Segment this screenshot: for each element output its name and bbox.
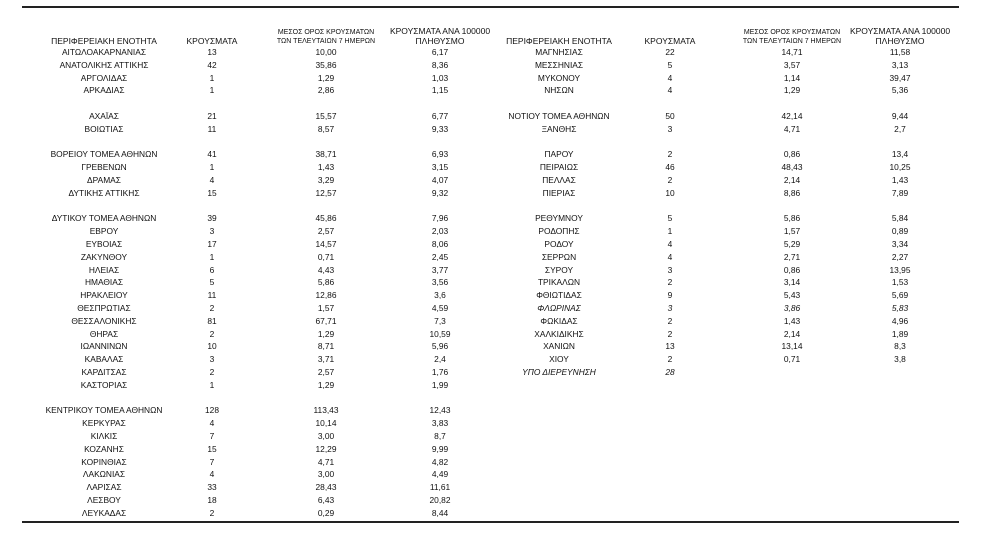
cell-avg7: 38,71 [315, 149, 337, 160]
cell-per100k: 2,7 [894, 123, 906, 134]
cell-cases: 42 [207, 59, 217, 70]
cell-avg7: 42,14 [781, 110, 803, 121]
header-cases: ΚΡΟΥΣΜΑΤΑ [186, 36, 238, 46]
cell-avg7: 2,14 [783, 328, 801, 339]
cell-region: ΚΑΡΔΙΤΣΑΣ [81, 366, 127, 377]
cell-avg7: 15,57 [315, 110, 337, 121]
cell-per100k: 39,47 [889, 72, 911, 83]
cell-per100k: 7,3 [434, 315, 446, 326]
cell-region: ΠΙΕΡΙΑΣ [542, 187, 576, 198]
cell-cases: 11 [207, 123, 217, 134]
cell-region: ΒΟΡΕΙΟΥ ΤΟΜΕΑ ΑΘΗΝΩΝ [50, 149, 158, 160]
cell-cases: 2 [209, 507, 215, 518]
cell-avg7: 6,43 [317, 494, 335, 505]
cell-cases: 2 [209, 328, 215, 339]
cell-avg7: 0,71 [783, 354, 801, 365]
cell-region: ΑΡΚΑΔΙΑΣ [83, 85, 125, 96]
cell-avg7: 3,29 [317, 174, 335, 185]
cell-avg7: 12,57 [315, 187, 337, 198]
header-avg7-line1: ΜΕΣΟΣ ΟΡΟΣ ΚΡΟΥΣΜΑΤΩΝ [743, 29, 841, 36]
cell-avg7: 5,29 [783, 238, 801, 249]
cell-avg7: 4,71 [783, 123, 801, 134]
cell-avg7: 13,14 [781, 341, 803, 352]
cell-per100k: 3,34 [891, 238, 909, 249]
cell-cases: 4 [667, 72, 673, 83]
cell-cases: 15 [207, 443, 217, 454]
header-avg7-line1: ΜΕΣΟΣ ΟΡΟΣ ΚΡΟΥΣΜΑΤΩΝ [277, 29, 375, 36]
cell-region: ΘΗΡΑΣ [89, 328, 119, 339]
cell-cases: 1 [209, 379, 215, 390]
cell-region: ΘΕΣΣΑΛΟΝΙΚΗΣ [71, 315, 137, 326]
cell-per100k: 4,07 [431, 174, 449, 185]
cell-cases: 4 [209, 418, 215, 429]
cell-per100k: 9,33 [431, 123, 449, 134]
cell-per100k: 3,15 [431, 162, 449, 173]
cell-avg7: 12,29 [315, 443, 337, 454]
cell-per100k: 9,99 [431, 443, 449, 454]
cell-avg7: 1,29 [783, 85, 801, 96]
cell-avg7: 1,14 [783, 72, 801, 83]
cell-cases: 5 [667, 59, 673, 70]
cell-per100k: 4,49 [431, 469, 449, 480]
cell-region: ΦΩΚΙΔΑΣ [540, 315, 578, 326]
cell-cases: 17 [207, 238, 217, 249]
cell-region: ΠΕΙΡΑΙΩΣ [539, 162, 579, 173]
cell-region: ΚΟΖΑΝΗΣ [84, 443, 124, 454]
cell-avg7: 4,71 [317, 456, 335, 467]
cell-cases: 3 [667, 123, 673, 134]
cell-per100k: 3,13 [891, 59, 909, 70]
cell-avg7: 35,86 [315, 59, 337, 70]
cell-per100k: 5,84 [891, 213, 909, 224]
cell-per100k: 7,89 [891, 187, 909, 198]
cell-region: ΧΙΟΥ [549, 354, 569, 365]
cell-region: ΒΟΙΩΤΙΑΣ [84, 123, 124, 134]
cell-cases: 1 [209, 251, 215, 262]
cell-cases: 28 [665, 366, 675, 377]
cell-region: ΖΑΚΥΝΘΟΥ [80, 251, 128, 262]
cell-per100k: 3,77 [431, 264, 449, 275]
cell-avg7: 2,71 [783, 251, 801, 262]
cell-per100k: 8,7 [434, 430, 446, 441]
cell-region: ΚΑΣΤΟΡΙΑΣ [80, 379, 128, 390]
cell-per100k: 7,96 [431, 213, 449, 224]
cell-cases: 22 [665, 47, 675, 57]
cell-avg7: 0,71 [317, 251, 335, 262]
cell-per100k: 6,77 [431, 110, 449, 121]
cell-region: ΡΟΔΟΠΗΣ [538, 226, 580, 237]
cell-avg7: 1,43 [317, 162, 335, 173]
cell-avg7: 1,43 [783, 315, 801, 326]
cell-per100k: 10,59 [429, 328, 451, 339]
cell-cases: 4 [667, 238, 673, 249]
cell-region: ΧΑΝΙΩΝ [543, 341, 575, 352]
cell-avg7: 67,71 [315, 315, 337, 326]
cell-cases: 3 [209, 354, 215, 365]
bottom-rule [22, 521, 959, 523]
cell-avg7: 2,57 [317, 226, 335, 237]
cell-avg7: 3,86 [783, 302, 801, 313]
cell-cases: 4 [209, 469, 215, 480]
cell-cases: 3 [209, 226, 215, 237]
cell-region: ΑΙΤΩΛΟΑΚΑΡΝΑΝΙΑΣ [61, 47, 147, 57]
top-rule [22, 6, 959, 8]
cell-per100k: 8,06 [431, 238, 449, 249]
cell-per100k: 6,93 [431, 149, 449, 160]
header-avg7-line2: ΤΩΝ ΤΕΛΕΥΤΑΙΩΝ 7 ΗΜΕΡΩΝ [742, 37, 842, 45]
header-per100k [840, 26, 960, 46]
cell-avg7: 14,57 [315, 238, 337, 249]
cell-per100k: 1,99 [431, 379, 449, 390]
cell-per100k: 13,4 [891, 149, 909, 160]
cell-cases: 6 [209, 264, 215, 275]
cell-cases: 50 [665, 110, 675, 121]
cell-region: ΥΠΟ ΔΙΕΡΕΥΝΗΣΗ [522, 366, 596, 377]
cell-region: ΛΑΡΙΣΑΣ [86, 482, 122, 493]
cell-per100k: 4,82 [431, 456, 449, 467]
cell-per100k: 5,36 [891, 85, 909, 96]
cell-avg7: 4,43 [317, 264, 335, 275]
cell-cases: 10 [207, 341, 217, 352]
cell-region: ΜΑΓΝΗΣΙΑΣ [535, 47, 583, 57]
cell-per100k: 8,36 [431, 59, 449, 70]
cell-per100k: 10,25 [889, 162, 911, 173]
cell-per100k: 3,6 [434, 290, 446, 301]
cell-region: ΕΥΒΟΙΑΣ [85, 238, 123, 249]
cell-avg7: 2,57 [317, 366, 335, 377]
cell-avg7: 10,00 [315, 47, 337, 57]
cell-region: ΚΟΡΙΝΘΙΑΣ [81, 456, 127, 467]
cell-region: ΚΑΒΑΛΑΣ [84, 354, 124, 365]
cell-per100k: 1,89 [891, 328, 909, 339]
cell-region: ΤΡΙΚΑΛΩΝ [537, 277, 581, 288]
cell-cases: 13 [665, 341, 675, 352]
cell-avg7: 3,57 [783, 59, 801, 70]
cell-region: ΙΩΑΝΝΙΝΩΝ [80, 341, 128, 352]
cell-avg7: 3,00 [317, 469, 335, 480]
cell-per100k: 2,45 [431, 251, 449, 262]
cell-per100k: 2,4 [434, 354, 446, 365]
cell-cases: 2 [209, 302, 215, 313]
cell-per100k: 13,95 [889, 264, 911, 275]
header-per100k [380, 26, 500, 46]
cell-per100k: 3,8 [894, 354, 906, 365]
header-avg7 [256, 29, 396, 46]
cell-region: ΓΡΕΒΕΝΩΝ [81, 162, 127, 173]
cell-avg7: 2,86 [317, 85, 335, 96]
cell-cases: 2 [667, 149, 673, 160]
cell-per100k: 1,15 [431, 85, 449, 96]
cell-cases: 3 [667, 302, 673, 313]
cell-avg7: 48,43 [781, 162, 803, 173]
cell-region: ΔΡΑΜΑΣ [87, 174, 121, 185]
cell-avg7: 5,43 [783, 290, 801, 301]
cell-region: ΘΕΣΠΡΩΤΙΑΣ [77, 302, 131, 313]
header-per100k-line1: ΚΡΟΥΣΜΑΤΑ ΑΝΑ 100000 [849, 26, 951, 36]
cell-region: ΑΝΑΤΟΛΙΚΗΣ ΑΤΤΙΚΗΣ [59, 59, 149, 70]
cell-cases: 2 [667, 315, 673, 326]
cell-region: ΗΡΑΚΛΕΙΟΥ [80, 290, 128, 301]
cell-region: ΣΥΡΟΥ [544, 264, 574, 275]
cell-avg7: 1,29 [317, 379, 335, 390]
cell-avg7: 10,14 [315, 418, 337, 429]
cell-cases: 4 [667, 85, 673, 96]
cell-avg7: 0,29 [317, 507, 335, 518]
cell-region: ΛΕΣΒΟΥ [87, 494, 121, 505]
cell-avg7: 113,43 [313, 405, 339, 416]
cell-per100k: 2,03 [431, 226, 449, 237]
cell-per100k: 4,96 [891, 315, 909, 326]
cell-per100k: 5,83 [891, 302, 909, 313]
cell-cases: 1 [209, 162, 215, 173]
cell-region: ΞΑΝΘΗΣ [541, 123, 577, 134]
cell-per100k: 20,82 [429, 494, 451, 505]
cell-cases: 2 [667, 354, 673, 365]
header-cases: ΚΡΟΥΣΜΑΤΑ [644, 36, 696, 46]
cell-region: ΠΕΛΛΑΣ [542, 174, 576, 185]
cell-cases: 2 [209, 366, 215, 377]
cell-region: ΗΛΕΙΑΣ [88, 264, 120, 275]
cell-per100k: 1,03 [431, 72, 449, 83]
cell-region: ΝΟΤΙΟΥ ΤΟΜΕΑ ΑΘΗΝΩΝ [508, 110, 610, 121]
cell-per100k: 5,96 [431, 341, 449, 352]
cell-cases: 33 [207, 482, 217, 493]
cell-region: ΑΧΑΪΑΣ [89, 110, 119, 121]
cell-per100k: 8,3 [894, 341, 906, 352]
cell-region: ΚΕΡΚΥΡΑΣ [82, 418, 126, 429]
cell-cases: 5 [667, 213, 673, 224]
cell-cases: 10 [665, 187, 675, 198]
cell-region: ΝΗΣΩΝ [544, 85, 574, 96]
cell-region: ΔΥΤΙΚΗΣ ΑΤΤΙΚΗΣ [68, 187, 140, 198]
cell-avg7: 0,86 [783, 264, 801, 275]
cell-region: ΠΑΡΟΥ [544, 149, 574, 160]
header-avg7-line2: ΤΩΝ ΤΕΛΕΥΤΑΙΩΝ 7 ΗΜΕΡΩΝ [276, 37, 376, 45]
cell-cases: 21 [207, 110, 217, 121]
cell-avg7: 2,14 [783, 174, 801, 185]
cell-region: ΦΘΙΩΤΙΔΑΣ [536, 290, 582, 301]
cell-per100k: 9,32 [431, 187, 449, 198]
cell-cases: 11 [207, 290, 217, 301]
cell-cases: 5 [209, 277, 215, 288]
cell-per100k: 6,17 [431, 47, 449, 57]
cell-avg7: 8,57 [317, 123, 335, 134]
header-per100k-line2: ΠΛΗΘΥΣΜΟ [415, 36, 465, 46]
cell-region: ΡΕΘΥΜΝΟΥ [535, 213, 583, 224]
cell-region: ΦΛΩΡΙΝΑΣ [537, 302, 581, 313]
cell-cases: 2 [667, 277, 673, 288]
cell-per100k: 5,69 [891, 290, 909, 301]
cell-avg7: 12,86 [315, 290, 337, 301]
cell-avg7: 5,86 [783, 213, 801, 224]
header-per100k-line1: ΚΡΟΥΣΜΑΤΑ ΑΝΑ 100000 [389, 26, 491, 36]
cell-cases: 18 [207, 494, 217, 505]
cell-avg7: 8,86 [783, 187, 801, 198]
cell-cases: 1 [667, 226, 673, 237]
cell-avg7: 3,14 [783, 277, 801, 288]
cell-cases: 41 [207, 149, 217, 160]
cell-avg7: 1,29 [317, 328, 335, 339]
cell-region: ΣΕΡΡΩΝ [541, 251, 577, 262]
cell-per100k: 8,44 [431, 507, 449, 518]
cell-cases: 2 [667, 328, 673, 339]
cell-per100k: 3,56 [431, 277, 449, 288]
header-region: ΠΕΡΙΦΕΡΕΙΑΚΗ ΕΝΟΤΗΤΑ [51, 36, 157, 46]
cell-cases: 7 [209, 456, 215, 467]
cell-avg7: 1,57 [783, 226, 801, 237]
cell-cases: 39 [207, 213, 217, 224]
cell-cases: 7 [209, 430, 215, 441]
cell-avg7: 28,43 [315, 482, 337, 493]
cell-per100k: 2,27 [891, 251, 909, 262]
header-per100k-line2: ΠΛΗΘΥΣΜΟ [875, 36, 925, 46]
cell-region: ΧΑΛΚΙΔΙΚΗΣ [534, 328, 584, 339]
cell-region: ΑΡΓΟΛΙΔΑΣ [80, 72, 128, 83]
header-region: ΠΕΡΙΦΕΡΕΙΑΚΗ ΕΝΟΤΗΤΑ [506, 36, 612, 46]
cell-avg7: 14,71 [781, 47, 803, 57]
cell-region: ΔΥΤΙΚΟΥ ΤΟΜΕΑ ΑΘΗΝΩΝ [51, 213, 157, 224]
cell-cases: 1 [209, 85, 215, 96]
cell-region: ΗΜΑΘΙΑΣ [84, 277, 124, 288]
cell-per100k: 11,58 [889, 47, 911, 57]
cell-region: ΕΒΡΟΥ [89, 226, 119, 237]
cell-region: ΡΟΔΟΥ [544, 238, 574, 249]
cell-per100k: 1,76 [431, 366, 449, 377]
cell-per100k: 4,59 [431, 302, 449, 313]
cell-per100k: 9,44 [891, 110, 909, 121]
cell-avg7: 3,71 [317, 354, 335, 365]
cell-region: ΜΥΚΟΝΟΥ [537, 72, 581, 83]
cell-cases: 128 [205, 405, 219, 416]
cell-cases: 15 [207, 187, 217, 198]
cell-per100k: 1,43 [891, 174, 909, 185]
cell-avg7: 0,86 [783, 149, 801, 160]
cell-cases: 2 [667, 174, 673, 185]
cell-cases: 1 [209, 72, 215, 83]
cell-cases: 4 [667, 251, 673, 262]
cell-avg7: 5,86 [317, 277, 335, 288]
cell-region: ΛΑΚΩΝΙΑΣ [82, 469, 126, 480]
cell-cases: 13 [207, 47, 217, 57]
cell-region: ΚΕΝΤΡΙΚΟΥ ΤΟΜΕΑ ΑΘΗΝΩΝ [45, 405, 163, 416]
cell-region: ΚΙΛΚΙΣ [90, 430, 118, 441]
cell-avg7: 8,71 [317, 341, 335, 352]
cell-cases: 81 [207, 315, 217, 326]
cell-cases: 9 [667, 290, 673, 301]
cell-cases: 3 [667, 264, 673, 275]
cell-per100k: 1,53 [891, 277, 909, 288]
cell-avg7: 1,57 [317, 302, 335, 313]
cell-region: ΛΕΥΚΑΔΑΣ [81, 507, 127, 518]
cell-per100k: 12,43 [429, 405, 451, 416]
cell-avg7: 1,29 [317, 72, 335, 83]
cell-per100k: 0,89 [891, 226, 909, 237]
cell-cases: 4 [209, 174, 215, 185]
cell-avg7: 3,00 [317, 430, 335, 441]
cell-per100k: 11,61 [429, 482, 451, 493]
cell-avg7: 45,86 [315, 213, 337, 224]
cell-cases: 46 [665, 162, 675, 173]
cell-region: ΜΕΣΣΗΝΙΑΣ [534, 59, 584, 70]
cell-per100k: 3,83 [431, 418, 449, 429]
